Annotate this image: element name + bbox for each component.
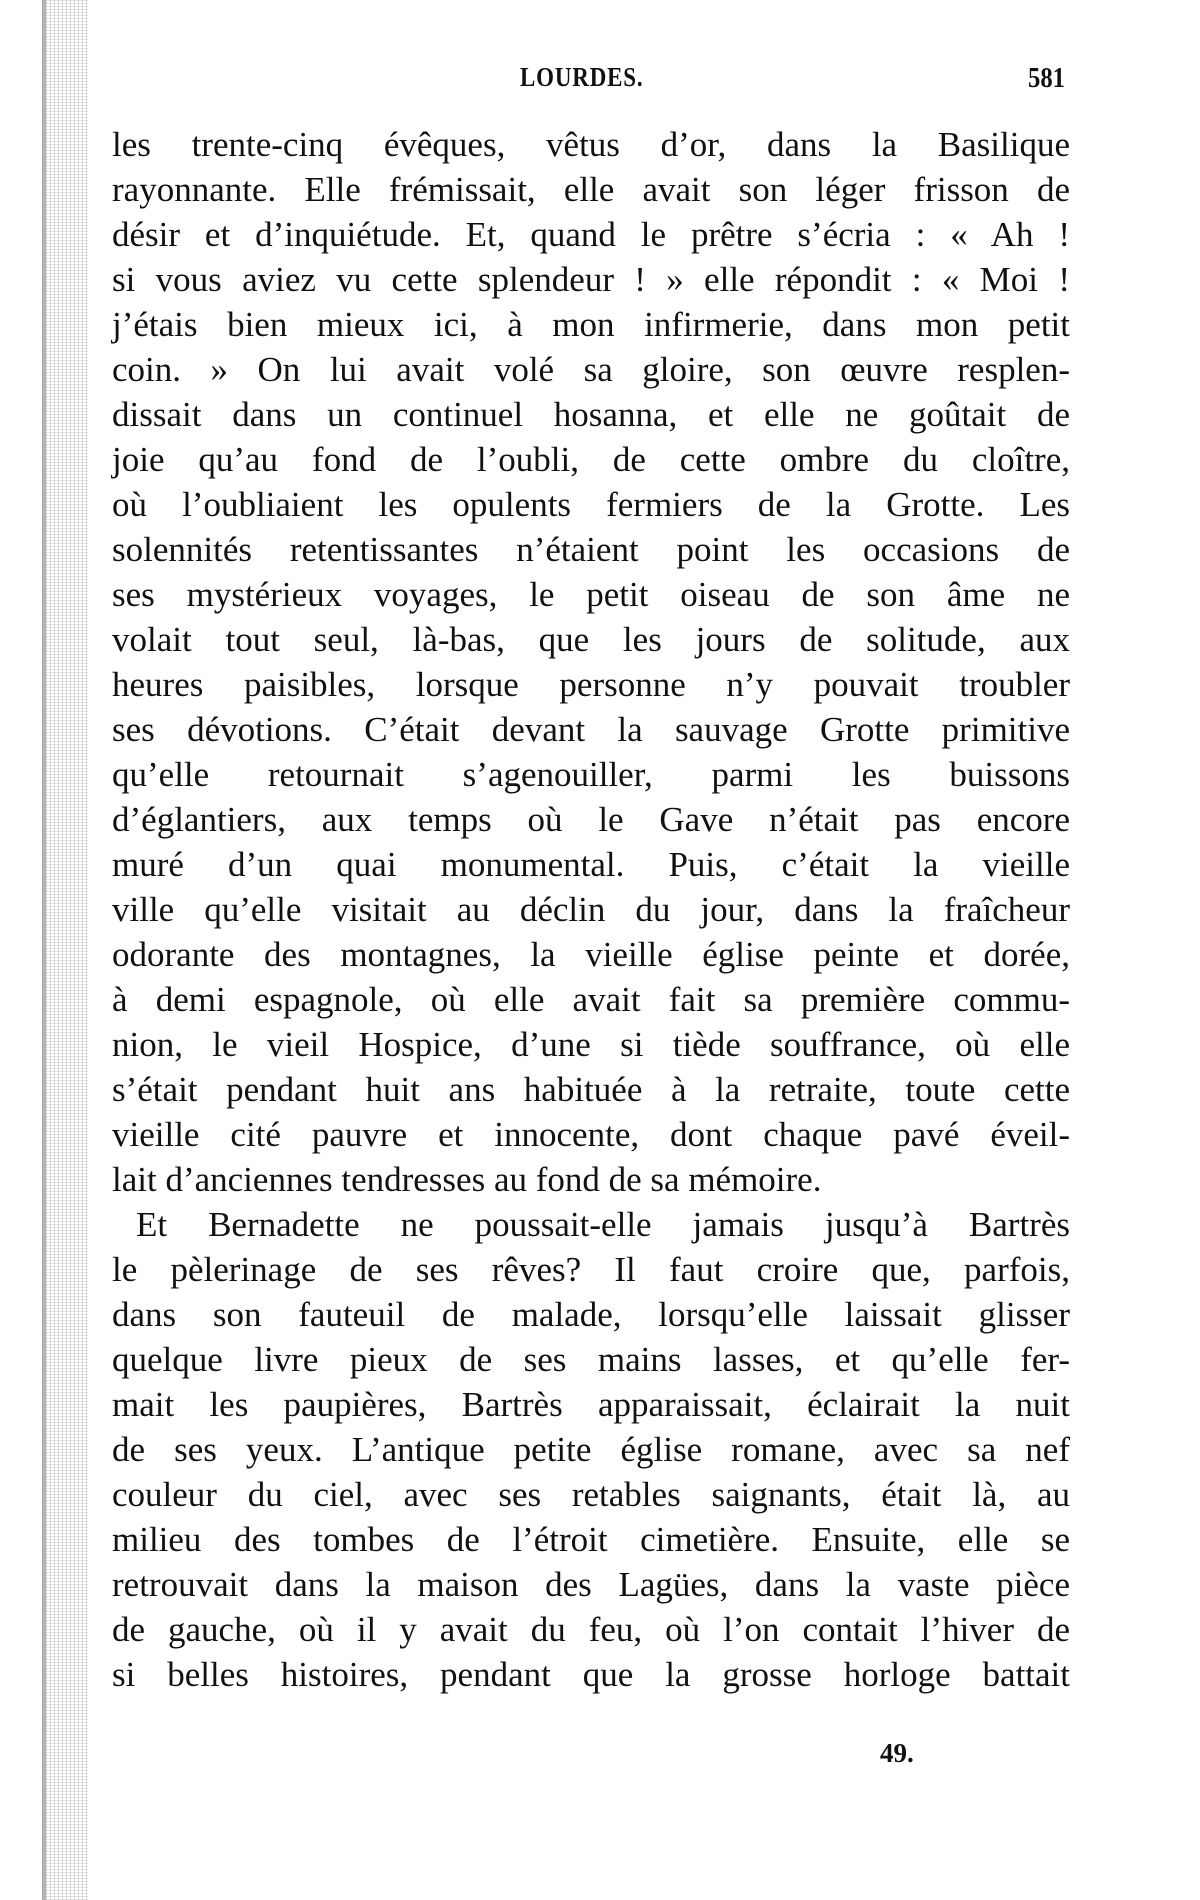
text-line: muré d’un quai monumental. Puis, c’était la vieille: [112, 845, 1070, 884]
text-line: si belles histoires, pendant que la grosse horloge battait: [112, 1655, 1070, 1694]
text-line: les trente-cinq évêques, vêtus d’or, dans la Basilique: [112, 125, 1070, 164]
text-line: à demi espagnole, où elle avait fait sa première commu-: [112, 980, 1070, 1019]
text-line: lait d’anciennes tendresses au fond de sa mémoire.: [112, 1160, 822, 1199]
book-spine-shadow: [42, 0, 88, 1900]
text-line: si vous aviez vu cette splendeur ! » elle répondit : « Moi !: [112, 260, 1070, 299]
text-line: ses mystérieux voyages, le petit oiseau de son âme ne: [112, 575, 1070, 614]
text-line: heures paisibles, lorsque personne n’y pouvait troubler: [112, 665, 1070, 704]
text-line: où l’oubliaient les opulents fermiers de la Grotte. Les: [112, 485, 1070, 524]
text-line: solennités retentissantes n’étaient point les occasions de: [112, 530, 1070, 569]
text-line: mait les paupières, Bartrès apparaissait, éclairait la nuit: [112, 1385, 1070, 1424]
text-line: j’étais bien mieux ici, à mon infirmerie, dans mon petit: [112, 305, 1070, 344]
text-line: dissait dans un continuel hosanna, et elle ne goûtait de: [112, 395, 1070, 434]
text-line: rayonnante. Elle frémissait, elle avait son léger frisson de: [112, 170, 1070, 209]
page-edge: [42, 0, 46, 1900]
text-line: vieille cité pauvre et innocente, dont chaque pavé éveil-: [112, 1115, 1070, 1154]
text-line: Et Bernadette ne poussait-elle jamais jusqu’à Bartrès: [136, 1205, 1070, 1244]
text-line: ses dévotions. C’était devant la sauvage Grotte primitive: [112, 710, 1070, 749]
text-line: qu’elle retournait s’agenouiller, parmi les buissons: [112, 755, 1070, 794]
text-line: le pèlerinage de ses rêves? Il faut croire que, parfois,: [112, 1250, 1070, 1289]
signature-mark: 49.: [880, 1738, 914, 1768]
text-line: s’était pendant huit ans habituée à la retraite, toute cette: [112, 1070, 1070, 1109]
text-line: ville qu’elle visitait au déclin du jour, dans la fraîcheur: [112, 890, 1070, 929]
page-body-text: [112, 122, 1070, 1697]
text-line: désir et d’inquiétude. Et, quand le prêtre s’écria : « Ah !: [112, 215, 1070, 254]
text-line: couleur du ciel, avec ses retables saignants, était là, au: [112, 1475, 1070, 1514]
text-line: odorante des montagnes, la vieille église peinte et dorée,: [112, 935, 1070, 974]
text-line: retrouvait dans la maison des Lagües, dans la vaste pièce: [112, 1565, 1070, 1604]
text-line: coin. » On lui avait volé sa gloire, son œuvre resplen-: [112, 350, 1070, 389]
text-line: dans son fauteuil de malade, lorsqu’elle laissait glisser: [112, 1295, 1070, 1334]
running-title: LOURDES.: [520, 62, 644, 92]
text-line: de gauche, où il y avait du feu, où l’on contait l’hiver de: [112, 1610, 1070, 1649]
text-line: joie qu’au fond de l’oubli, de cette ombre du cloître,: [112, 440, 1070, 479]
page-number: 581: [1028, 62, 1065, 94]
text-line: nion, le vieil Hospice, d’une si tiède souffrance, où elle: [112, 1025, 1070, 1064]
text-line: milieu des tombes de l’étroit cimetière. Ensuite, elle se: [112, 1520, 1070, 1559]
text-line: volait tout seul, là-bas, que les jours de solitude, aux: [112, 620, 1070, 659]
text-line: de ses yeux. L’antique petite église romane, avec sa nef: [112, 1430, 1070, 1469]
text-line: d’églantiers, aux temps où le Gave n’était pas encore: [112, 800, 1070, 839]
text-line: quelque livre pieux de ses mains lasses, et qu’elle fer-: [112, 1340, 1070, 1379]
